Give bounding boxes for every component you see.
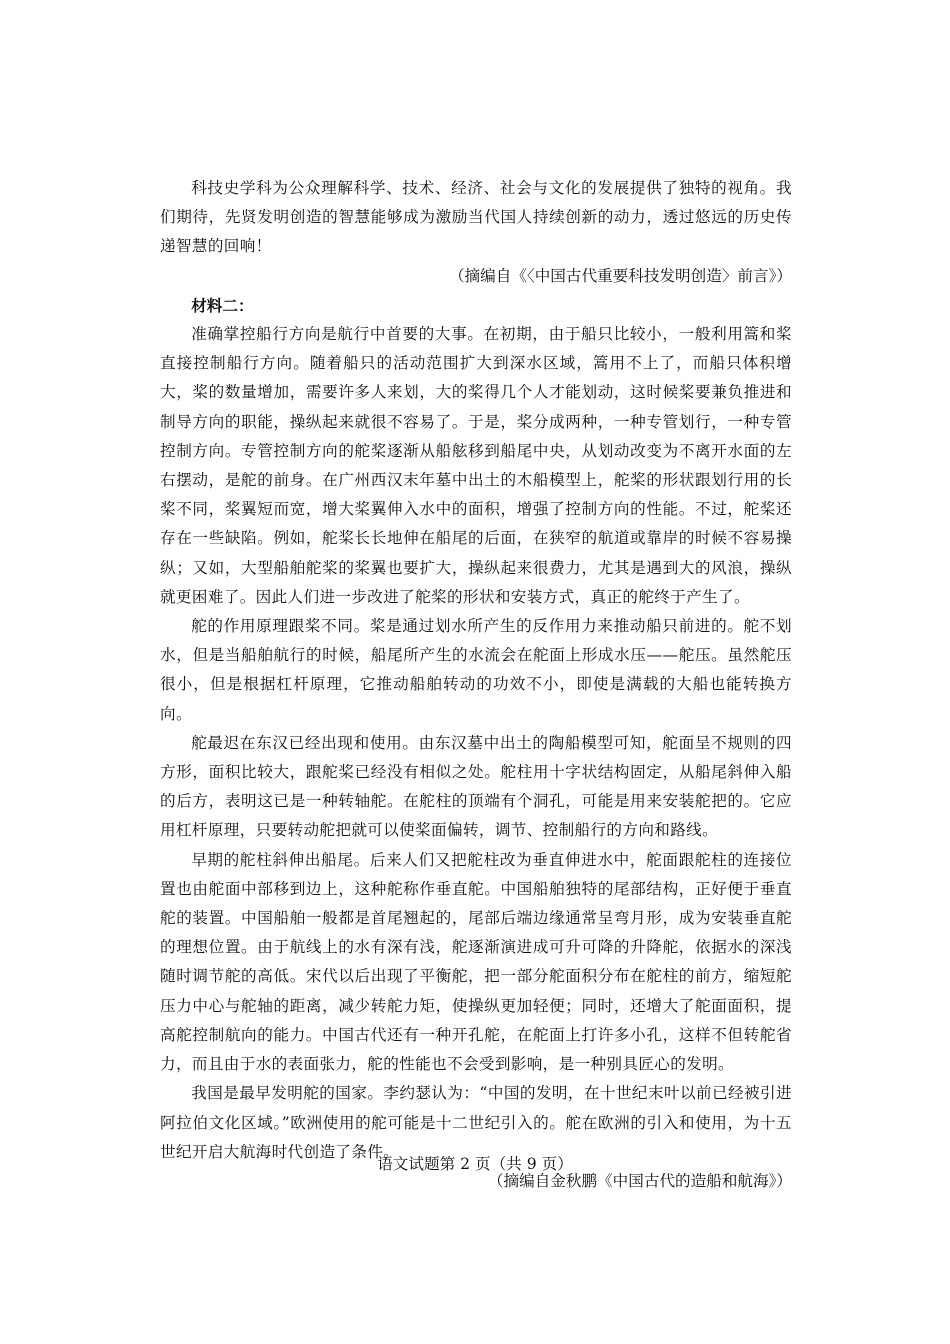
material-one-closing-paragraph: 科技史学科为公众理解科学、技术、经济、社会与文化的发展提供了独特的视角。我们期待，先贤发明创造的智慧能够成为激励当代国人持续创新的动力，透过悠远的历史传递智慧的回响！	[160, 179, 792, 256]
material-two-source: （摘编自金秋鹏《中国古代的造船和航海》）	[487, 1171, 792, 1190]
material-two-heading: 材料二：	[191, 295, 254, 315]
document-body	[160, 174, 792, 1196]
material-two-paragraph: 早期的舵柱斜伸出船尾。后来人们又把舵柱改为垂直伸进水中，舵面跟舵柱的连接位置也由舵面中部移到边上，这种舵称作垂直舵。中国船舶独特的尾部结构，正好便于垂直舵的装置。中国船舶一般都是首尾翘起的，尾部后端边缘通常呈弯月形，成为安装垂直舵的理想位置。由于航线上的水有深有浅，舵逐渐演进成可升可降的升降舵，依据水的深浅随时调节舵的高低。宋代以后出现了平衡舵，把一部分舵面积分布在舵柱的前方，缩短舵压力中心与舵轴的距离，减少转舵力矩，使操纵更加轻便；同时，还增大了舵面面积，提高舵控制航向的能力。中国古代还有一种开孔舵，在舵面上打许多小孔，这样不但转舵省力，而且由于水的表面张力，舵的性能也不会受到影响，是一种别具匠心的发明。	[160, 850, 792, 1074]
material-two-paragraph: 舵最迟在东汉已经出现和使用。由东汉墓中出土的陶船模型可知，舵面呈不规则的四方形，面积比较大，跟舵桨已经没有相似之处。舵柱用十字状结构固定，从船尾斜伸入船的后方，表明这已是一种转轴舵。在舵柱的顶端有个洞孔，可能是用来安装舵把的。它应用杠杆原理，只要转动舵把就可以使桨面偏转，调节、控制船行的方向和路线。	[160, 733, 792, 840]
material-two-paragraph: 我国是最早发明舵的国家。李约瑟认为：“中国的发明，在十世纪末叶以前已经被引进阿拉伯文化区域。”欧洲使用的舵可能是十二世纪引入的。舵在欧洲的引入和使用，为十五世纪开启大航海时代创造了条件。	[160, 1084, 792, 1161]
page-footer: 语文试题第 2 页（共 9 页）	[377, 1155, 573, 1173]
material-one-source: （摘编自《〈中国古代重要科技发明创造〉前言》）	[448, 266, 792, 285]
material-two-paragraph: 准确掌控船行方向是航行中首要的大事。在初期，由于船只比较小，一般利用篙和桨直接控制船行方向。随着船只的活动范围扩大到深水区域，篙用不上了，而船只体积增大，桨的数量增加，需要许多人来划，大的桨得几个人才能划动，这时候桨要兼负推进和制导方向的职能，操纵起来就很不容易了。于是，桨分成两种，一种专管划行，一种专管控制方向。专管控制方向的舵桨逐渐从船舷移到船尾中央，从划动改变为不离开水面的左右摆动，是舵的前身。在广州西汉末年墓中出土的木船模型上，舵桨的形状跟划行用的长桨不同，桨翼短而宽，增大桨翼伸入水中的面积，增强了控制方向的性能。不过，舵桨还存在一些缺陷。例如，舵桨长长地伸在船尾的后面，在狭窄的航道或靠岸的时候不容易操纵；又如，大型船舶舵桨的桨翼也要扩大，操纵起来很费力，尤其是遇到大的风浪，操纵就更困难了。因此人们进一步改进了舵桨的形状和安装方式，真正的舵终于产生了。	[160, 325, 792, 606]
material-two-paragraph: 舵的作用原理跟桨不同。桨是通过划水所产生的反作用力来推动船只前进的。舵不划水，但是当船舶航行的时候，船尾所产生的水流会在舵面上形成水压——舵压。虽然舵压很小，但是根据杠杆原理，它推动船舶转动的功效不小，即使是满载的大船也能转换方向。	[160, 617, 792, 723]
